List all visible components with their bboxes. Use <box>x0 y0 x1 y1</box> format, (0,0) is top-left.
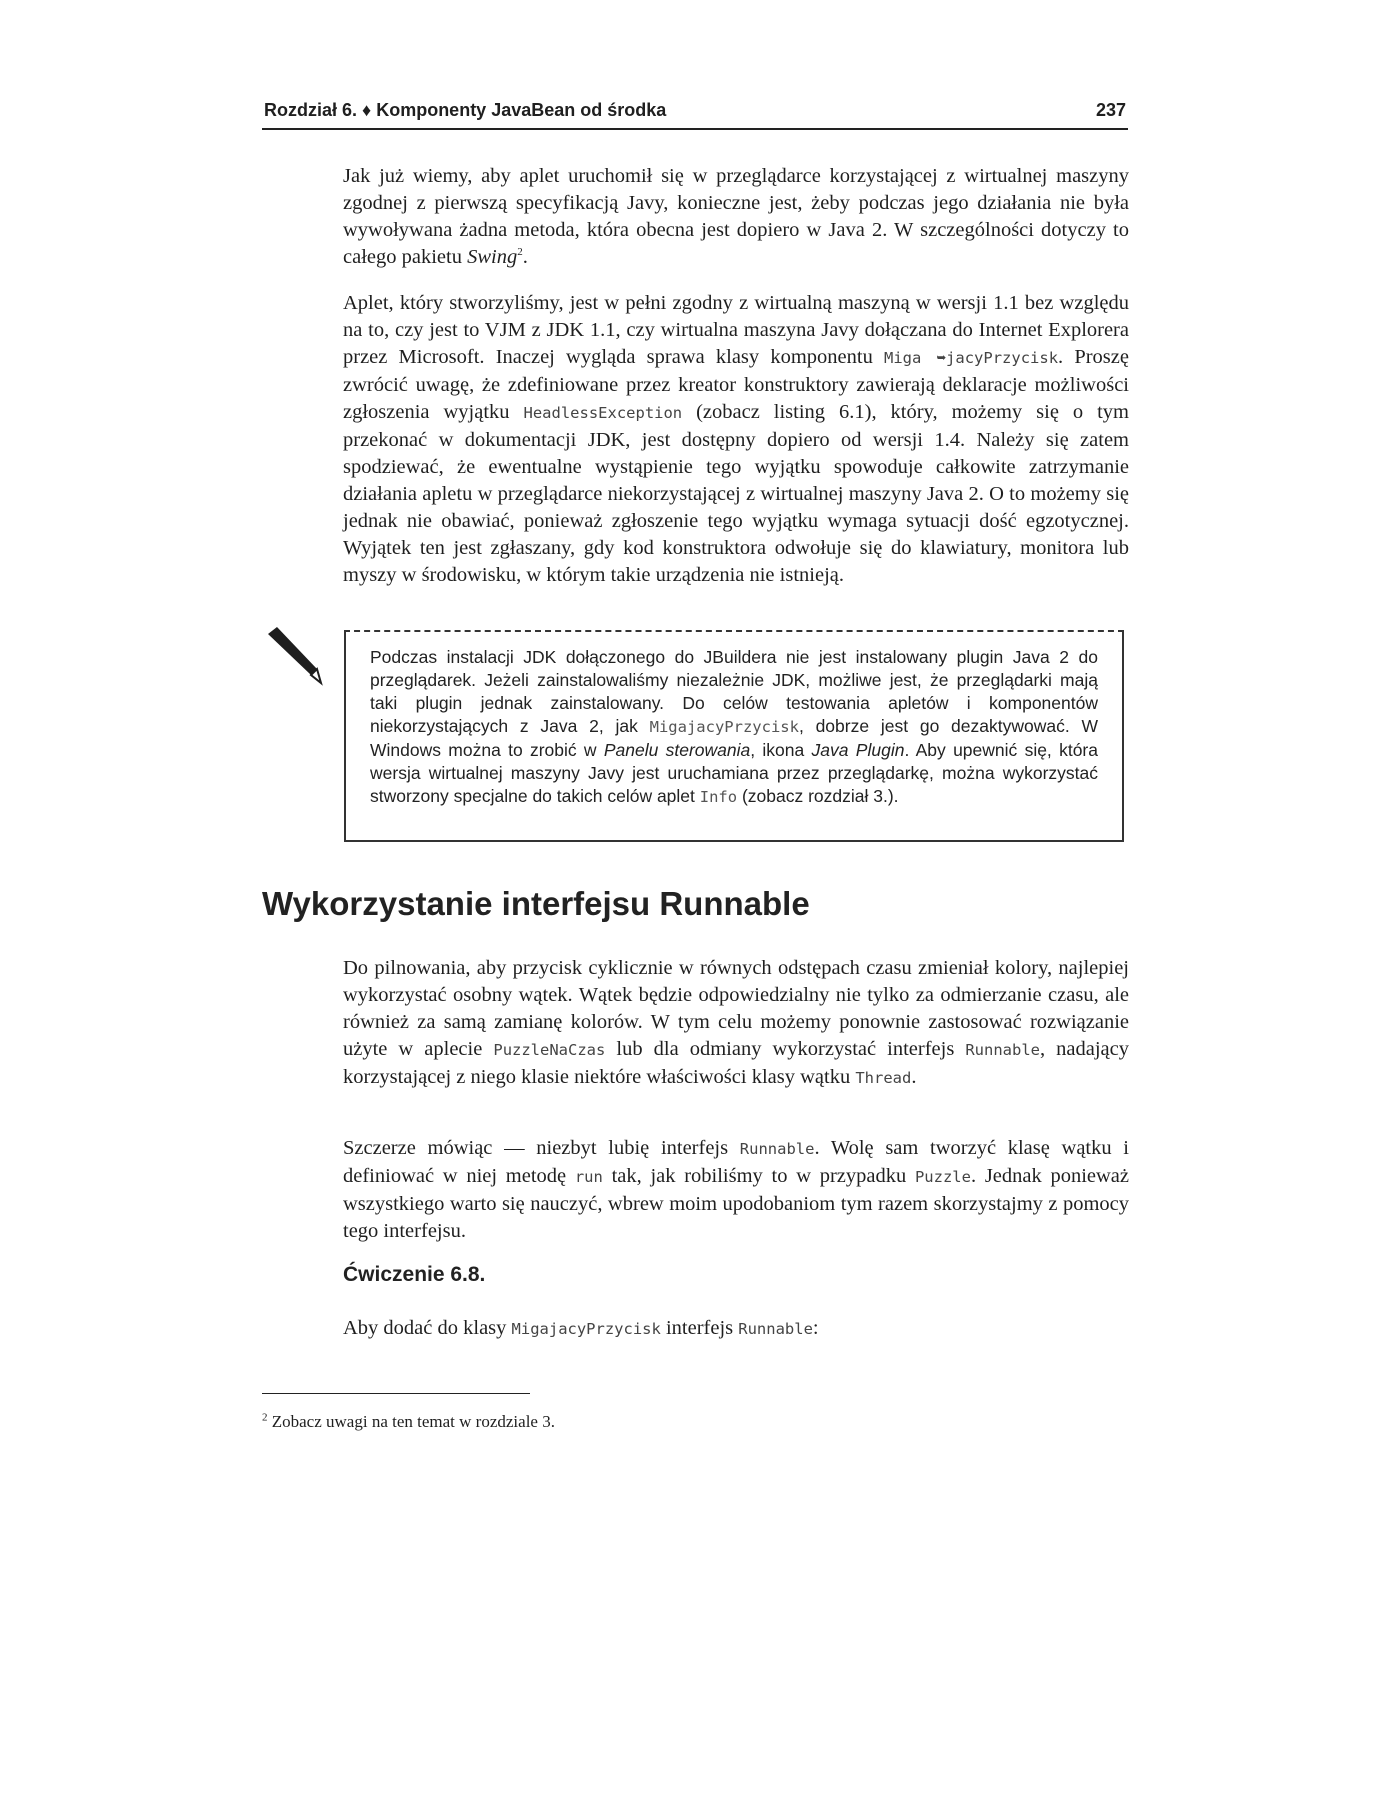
paragraph-3-text-c: , nadający korzystającej z niego klasie niektóre właściwości klasy wątku <box>343 1038 1130 1088</box>
code-migajacy-przycisk: Miga ➥jacyPrzycisk <box>884 349 1059 367</box>
running-header <box>262 96 1128 130</box>
code-info: Info <box>699 788 738 806</box>
java-plugin-term: Java Plugin <box>811 740 905 760</box>
note-text-a: Podczas instalacji JDK dołączonego do JBuildera nie jest instalowany plugin Java 2 do przeglądarek. Jeżeli zainstalowaliśmy niezależnie JDK, możliwe jest, że przeglądarki mają taki plugin jednak zainstalowany. Do celów testowania apletów i komponentów niekorzystających z Java 2, jak <box>370 647 1098 736</box>
paragraph-4-text-b: . Wolę sam tworzyć klasę wątku i definiować w niej metodę <box>343 1137 1129 1187</box>
footnote-number: 2 <box>262 1411 268 1424</box>
code-migajacy-przycisk: MigajacyPrzycisk <box>511 1320 661 1338</box>
paragraph-5-text-c: : <box>812 1317 819 1339</box>
paragraph-4-text-a: Szczerze mówiąc — niezbyt lubię interfejs <box>343 1137 740 1159</box>
paragraph-5-text-a: Aby dodać do klasy <box>343 1317 512 1339</box>
paragraph-1-text: Jak już wiemy, aby aplet uruchomił się w przeglądarce korzystającej z wirtualnej maszyny zgodnej z pierwszą specyfikacją Javy, konieczne jest, żeby podczas jego działania nie była wywoływana żadna metoda, która obecna jest dopiero w Java 2. W szczególności dotyczy to całego pakietu <box>343 165 1129 268</box>
paragraph-4 <box>343 1135 1129 1245</box>
paragraph-5-text-b: interfejs <box>660 1317 739 1339</box>
paragraph-2-text-b: . Proszę zwrócić uwagę, że zdefiniowane przez kreator konstruktory zawierają deklaracje możliwości zgłoszenia wyjątku <box>343 346 1129 423</box>
paragraph-2-text-a: Aplet, który stworzyliśmy, jest w pełni zgodny z wirtualną maszyną w wersji 1.1 bez względu na to, czy jest to VJM z JDK 1.1, czy wirtualna maszyna Javy dołączana do Internet Explorera przez Microsoft. Inaczej wygląda sprawa klasy komponentu <box>343 292 1129 368</box>
paragraph-2 <box>343 290 1129 589</box>
paragraph-3-text-a: Do pilnowania, aby przycisk cyklicznie w równych odstępach czasu zmieniał kolory, najlepiej wykorzystać osobny wątek. Wątek będzie odpowiedzialny nie tylko za odmierzanie czasu, ale również za samą zamianę kolorów. W tym celu możemy ponownie zastosować rozwiązanie użyte w aplecie <box>343 957 1129 1060</box>
code-runnable: Runnable <box>738 1320 813 1338</box>
paragraph-5 <box>343 1315 1129 1343</box>
paragraph-3 <box>343 955 1129 1092</box>
paragraph-3-text-d: . <box>911 1066 917 1088</box>
footnote-text: Zobacz uwagi na ten temat w rozdziale 3. <box>271 1412 555 1431</box>
code-runnable: Runnable <box>965 1041 1040 1059</box>
code-thread: Thread <box>855 1069 912 1087</box>
note-text-d: . Aby upewnić się, która wersja wirtualnej maszyny Javy jest uruchamiana przez przeglądarkę, można wykorzystać stworzony specjalne do takich celów aplet <box>370 740 1098 806</box>
pencil-icon <box>263 625 329 691</box>
footnote-ref: 2 <box>517 246 523 259</box>
paragraph-4-text-d: . Jednak ponieważ wszystkiego warto się nauczyć, wbrew moim upodobaniom tym razem skorzystajmy z pomocy tego interfejsu. <box>343 1165 1130 1242</box>
code-puzzle: Puzzle <box>914 1168 971 1186</box>
paragraph-3-text-b: lub dla odmiany wykorzystać interfejs <box>605 1038 966 1060</box>
code-headless-exception: HeadlessException <box>523 404 683 422</box>
section-heading: Wykorzystanie interfejsu Runnable <box>262 885 810 922</box>
code-migajacy-przycisk: MigajacyPrzycisk <box>649 718 799 736</box>
panel-sterowania-term: Panelu sterowania <box>603 740 751 760</box>
footnote-divider <box>262 1393 530 1394</box>
note-text <box>370 646 1098 809</box>
note-text-b: , dobrze jest go dezaktywować. W Windows można to zrobić w <box>370 716 1099 760</box>
paragraph-1-end: . <box>522 246 528 268</box>
note-text-e: (zobacz rozdział 3.). <box>737 786 899 806</box>
chapter-title: Rozdział 6. ♦ Komponenty JavaBean od środka <box>264 100 667 120</box>
code-runnable: Runnable <box>739 1140 815 1158</box>
page-number: 237 <box>1095 100 1126 120</box>
swing-term: Swing <box>467 246 518 268</box>
paragraph-2-text-c: (zobacz listing 6.1), który, możemy się o tym przekonać w dokumentacji JDK, jest dostępny dopiero od wersji 1.4. Należy się zatem spodziewać, że ewentualne wystąpienie tego wyjątku spowoduje całkowite zatrzymanie działania apletu w przeglądarce niekorzystającej z wirtualnej maszyny Java 2. O to możemy się jednak nie obawiać, ponieważ zgłoszenie tego wyjątku wymaga sytuacji dość egzotycznej. Wyjątek ten jest zgłaszany, gdy kod konstruktora odwołuje się do klawiatury, monitora lub myszy w środowisku, w którym takie urządzenia nie istnieją. <box>343 401 1129 586</box>
code-run: run <box>574 1168 603 1186</box>
footnote <box>262 1410 555 1434</box>
exercise-heading: Ćwiczenie 6.8. <box>343 1263 486 1286</box>
note-box <box>344 630 1124 842</box>
code-puzzle-na-czas: PuzzleNaCzas <box>493 1041 606 1059</box>
paragraph-1 <box>343 163 1129 271</box>
note-text-c: , ikona <box>750 740 812 760</box>
paragraph-4-text-c: tak, jak robiliśmy to w przypadku <box>602 1165 915 1187</box>
